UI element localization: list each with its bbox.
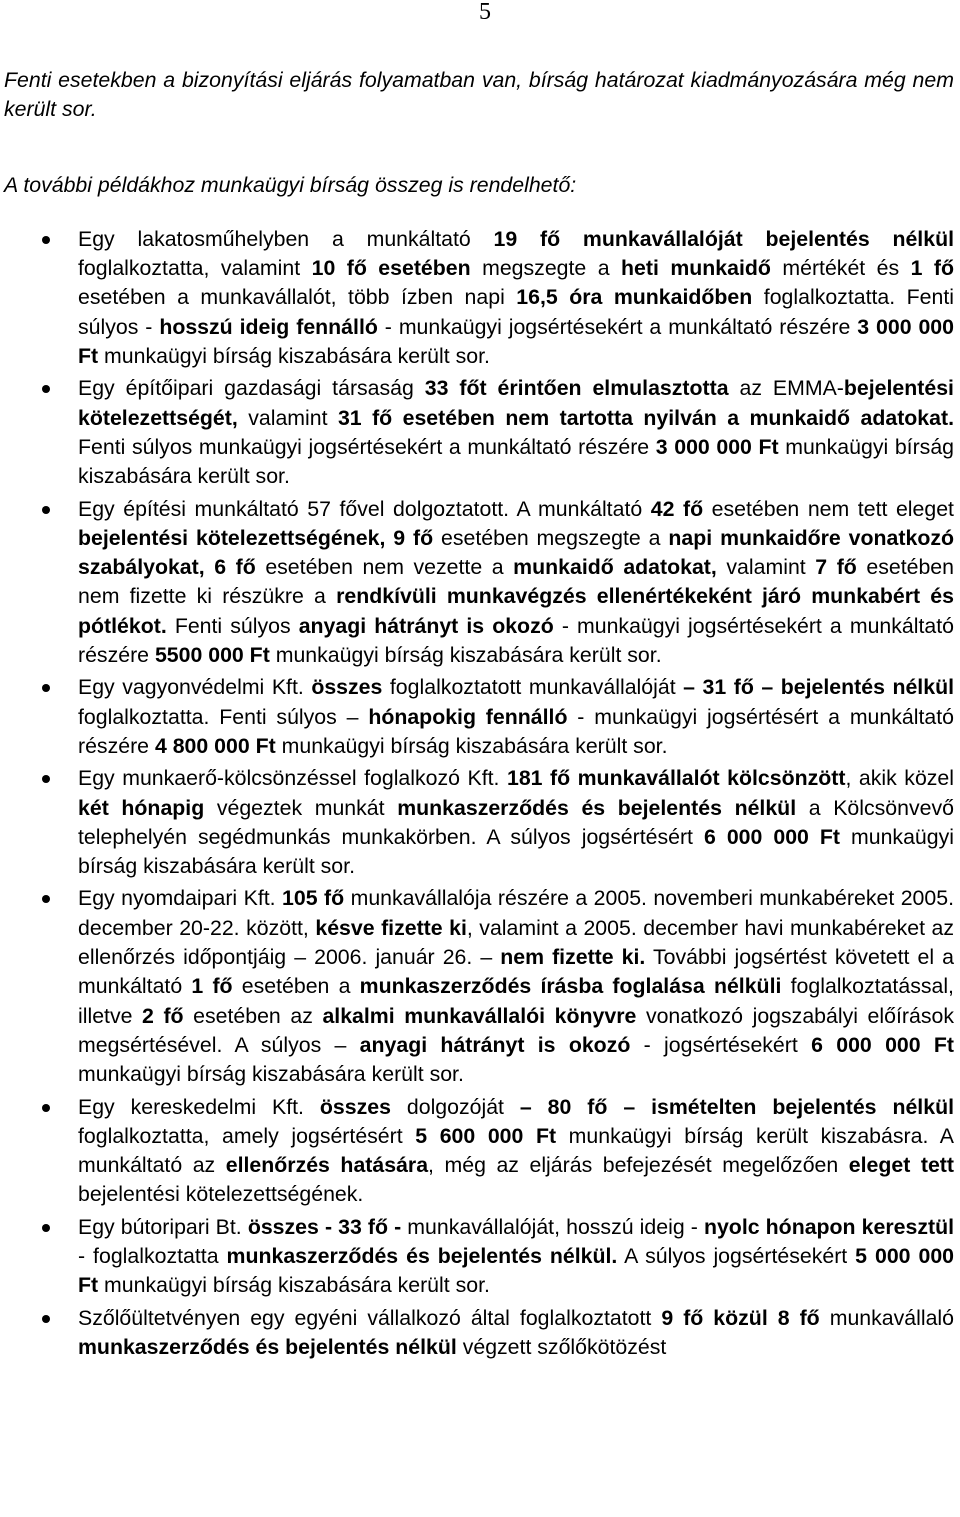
bold-text-run: 1 fő (191, 974, 233, 999)
text-run: végeztek munkát (204, 795, 398, 820)
bold-text-run: 9 fő közül 8 fő (661, 1305, 820, 1330)
text-run: Egy munkaerő-kölcsönzéssel foglalkozó Kft. (78, 766, 507, 791)
bold-text-run: anyagi hátrányt is okozó (359, 1032, 631, 1057)
bold-text-run: 5 600 000 Ft (415, 1123, 557, 1148)
text-run: munkaügyi bírság kiszabására került sor. (98, 1273, 490, 1298)
list-item (4, 764, 954, 881)
example-list (4, 225, 954, 1362)
bold-text-run: összes - 33 fő - (247, 1214, 402, 1239)
bold-text-run: 2 fő (142, 1003, 184, 1028)
bold-text-run: 6 000 000 Ft (811, 1032, 954, 1057)
bold-text-run: 3 000 000 Ft (655, 434, 779, 459)
bold-text-run: 3 000 000 Ft (78, 314, 954, 369)
bold-text-run: 7 fő (815, 555, 857, 580)
text-run: munkavállalóját, hosszú ideig - (401, 1214, 704, 1239)
text-run: esetében az (183, 1003, 323, 1028)
text-run: esetében nem fizette ki részükre a (78, 555, 954, 609)
text-run: munkaügyi bírság kiszabására került sor. (78, 1062, 464, 1087)
list-item (4, 673, 954, 761)
bold-text-run: 105 fő (282, 886, 345, 911)
bold-text-run: eleget tett (848, 1153, 954, 1178)
list-item (4, 374, 954, 491)
text-run: munkaügyi bírság kiszabására került sor. (275, 733, 668, 758)
text-run: munkaügyi bírság került kiszabásra. A munkáltató az (78, 1123, 954, 1178)
text-run: A súlyos jogsértésekért (617, 1243, 856, 1268)
list-item (4, 225, 954, 371)
text-run: Egy kereskedelmi Kft. (78, 1094, 320, 1119)
bold-text-run: 5500 000 Ft (154, 643, 270, 668)
bold-text-run: 33 főt érintően elmulasztotta (424, 376, 729, 401)
bold-text-run: bejelentési kötelezettségének, 9 fő (78, 525, 434, 550)
text-run: foglalkoztatta, amely jogsértésért (78, 1123, 416, 1148)
list-item (4, 1213, 954, 1301)
list-item (4, 884, 954, 1089)
text-run: munkaügyi bírság kiszabására került sor. (78, 434, 955, 489)
bold-text-run: heti munkaidő (621, 256, 771, 281)
text-run: végzett szőlőkötözést (456, 1334, 667, 1359)
bold-text-run: nem fizette ki. (500, 945, 646, 970)
text-run: Egy bútoripari Bt. (78, 1214, 248, 1239)
text-run: - foglalkoztatta (78, 1243, 227, 1268)
bold-text-run: 19 fő munkavállalóját bejelentés nélkül (493, 226, 954, 251)
list-item (4, 495, 954, 671)
bold-text-run: összes (319, 1094, 391, 1119)
text-run: valamint (716, 555, 816, 580)
text-run: - jogsértésekért (630, 1032, 812, 1057)
text-run: bejelentési kötelezettségének. (78, 1182, 364, 1207)
text-run: munkaügyi bírság kiszabására került sor. (78, 824, 954, 879)
bold-text-run: összes (311, 675, 383, 700)
bold-text-run: 6 000 000 Ft (703, 824, 840, 849)
text-run: Egy építési munkáltató 57 fővel dolgoztatott. A munkáltató (78, 496, 651, 521)
bold-text-run: 42 fő (650, 496, 704, 521)
bold-text-run: 10 fő esetében (311, 256, 471, 281)
bold-text-run: napi munkaidőre vonatkozó szabályokat, 6 fő (78, 525, 954, 580)
text-run: vonatkozó jogszabályi előírások megsértésével. A súlyos – (78, 1003, 954, 1057)
bold-text-run: két hónapig (78, 795, 205, 820)
text-run: foglalkoztatta. Fenti súlyos – (78, 704, 369, 729)
bold-text-run: munkaszerződés írásba foglalása nélküli (359, 974, 782, 999)
text-run: munkaügyi bírság kiszabására került sor. (269, 643, 662, 668)
bold-text-run: munkaszerződés és bejelentés nélkül. (226, 1243, 618, 1268)
bold-text-run: ellenőrzés hatására (225, 1153, 429, 1178)
text-run: esetében nem tett eleget (703, 496, 954, 521)
text-run: Fenti súlyos munkaügyi jogsértésekért a munkáltató részére (78, 434, 656, 459)
text-run: munkavállaló (819, 1305, 955, 1330)
text-run: Fenti súlyos (166, 613, 299, 638)
text-run: , akik közel (845, 766, 955, 791)
text-run: az EMMA- (728, 376, 844, 401)
bold-text-run: nyolc hónapon keresztül (703, 1214, 954, 1239)
text-run: esetében nem vezette a (255, 555, 514, 580)
bold-text-run: 4 800 000 Ft (154, 733, 276, 758)
bold-text-run: 16,5 óra munkaidőben (516, 285, 753, 310)
text-run: foglalkoztatta, valamint (78, 256, 312, 281)
text-run: foglalkoztatással, illetve (78, 974, 954, 1028)
text-run: foglalkoztatta. Fenti súlyos - (78, 285, 955, 339)
bold-text-run: – 31 fő – bejelentés nélkül (683, 675, 954, 700)
text-run: - munkaügyi jogsértésekért a munkáltató részére (377, 314, 858, 339)
text-run: munkaügyi bírság kiszabására került sor. (98, 344, 490, 369)
text-run: Egy építőipari gazdasági társaság (78, 376, 425, 401)
bold-text-run: anyagi hátrányt is okozó (298, 613, 554, 638)
text-run: valamint (237, 405, 338, 430)
text-run: esetében a (232, 974, 360, 999)
text-run: esetében megszegte a (433, 525, 669, 550)
text-run: esetében a munkavállalót, több ízben napi (78, 285, 517, 310)
text-run: , valamint a 2005. december havi munkabéreket az ellenőrzés időpontjáig – 2006. január 26. – (78, 915, 954, 970)
bold-text-run: hosszú ideig fennálló (159, 314, 378, 339)
text-run: - munkaügyi jogsértésekért a munkáltató részére (78, 613, 955, 668)
bold-text-run: rendkívüli munkavégzés ellenértékeként járó munkabért és pótlékot. (78, 584, 954, 638)
text-run: További jogsértést követett el a munkáltató (78, 945, 954, 999)
bold-text-run: 1 fő (910, 256, 954, 281)
bold-text-run: – 80 fő – ismételten bejelentés nélkül (519, 1094, 954, 1119)
bold-text-run: munkaszerződés és bejelentés nélkül (78, 1334, 457, 1359)
text-run: foglalkoztatott munkavállalóját (382, 675, 684, 700)
list-item (4, 1304, 954, 1363)
bold-text-run: alkalmi munkavállalói könyvre (322, 1003, 637, 1028)
text-run: Szőlőültetvényen egy egyéni vállalkozó által foglalkoztatott (78, 1305, 662, 1330)
bold-text-run: munkaidő adatokat, (513, 555, 717, 580)
text-run: - munkaügyi jogsértésért a munkáltató részére (78, 704, 954, 758)
text-run: dolgozóját (390, 1094, 520, 1119)
list-item (4, 1093, 954, 1210)
bold-text-run: hónapokig fennálló (368, 704, 568, 729)
text-run: mértékét és (770, 256, 911, 281)
text-run: megszegte a (470, 256, 622, 281)
bold-text-run: 181 fő munkavállalót kölcsönzött (506, 766, 846, 791)
text-run: Egy vagyonvédelmi Kft. (78, 675, 312, 700)
page-number: 5 (479, 0, 491, 25)
lead-paragraph: A további példákhoz munkaügyi bírság összeg is rendelhető: (4, 172, 577, 197)
bold-text-run: késve fizette ki (315, 915, 467, 940)
text-run: , még az eljárás befejezését megelőzően (428, 1153, 849, 1178)
text-run: a Kölcsönvevő telephelyén segédmunkás munkakörben. A súlyos jogsértésért (78, 795, 954, 849)
text-run: munkavállalója részére a 2005. novemberi munkabéreket 2005. december 20-22. között, (78, 886, 954, 940)
bold-text-run: 5 000 000 Ft (78, 1243, 955, 1298)
text-run: Egy nyomdaipari Kft. (78, 886, 283, 911)
text-run: Egy lakatosműhelyben a munkáltató (78, 226, 494, 251)
bold-text-run: munkaszerződés és bejelentés nélkül (397, 795, 797, 820)
intro-paragraph: Fenti esetekben a bizonyítási eljárás folyamatban van, bírság határozat kiadmányozására még nem került sor. (4, 68, 954, 122)
bold-text-run: 31 fő esetében nem tartotta nyilván a munkaidő adatokat. (337, 405, 954, 430)
bold-text-run: bejelentési kötelezettségét, (78, 376, 954, 430)
